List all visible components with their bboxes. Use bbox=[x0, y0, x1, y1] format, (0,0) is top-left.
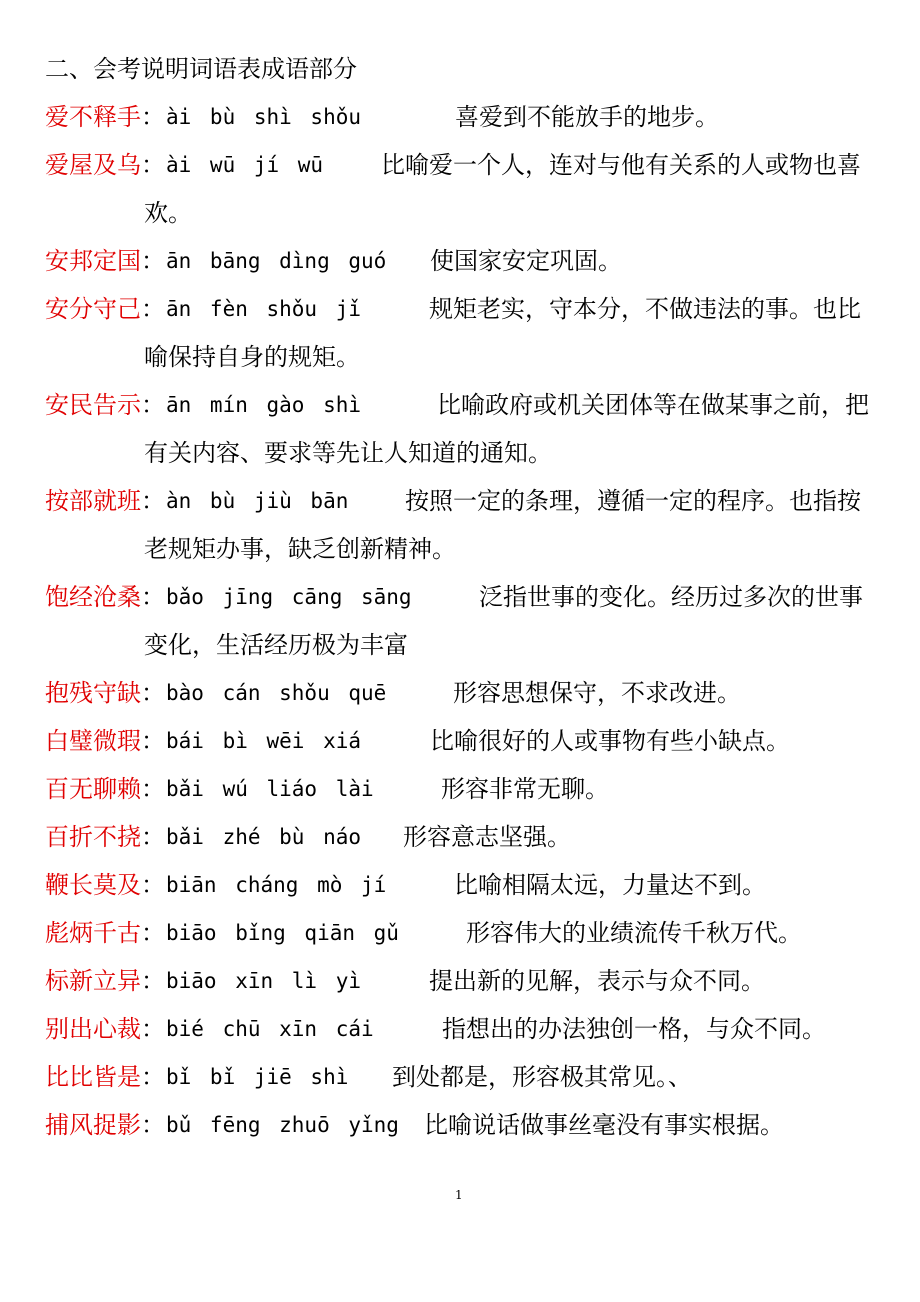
idiom-meaning: 形容非常无聊。 bbox=[441, 775, 609, 803]
idiom-entry bbox=[45, 724, 885, 758]
idiom-term: 捕风捉影 bbox=[45, 1111, 141, 1139]
idiom-entry bbox=[45, 1012, 885, 1046]
idiom-term: 爱不释手 bbox=[45, 103, 141, 131]
idiom-entry bbox=[45, 484, 885, 566]
colon: ： bbox=[141, 823, 165, 851]
idiom-meaning: 比喻说话做事丝毫没有事实根据。 bbox=[424, 1111, 784, 1139]
idiom-entry bbox=[45, 100, 885, 134]
idiom-pinyin: bǎi wú liáo lài bbox=[166, 777, 374, 801]
idiom-term: 抱残守缺 bbox=[45, 679, 141, 707]
colon: ： bbox=[141, 103, 165, 131]
idiom-term: 白璧微瑕 bbox=[45, 727, 141, 755]
idiom-entry bbox=[45, 964, 885, 998]
idiom-entry bbox=[45, 772, 885, 806]
idiom-entry bbox=[45, 388, 885, 470]
idiom-meaning: 到处都是，形容极其常见。、 bbox=[392, 1063, 692, 1091]
idiom-pinyin: biān cháng mò jí bbox=[166, 873, 387, 897]
idiom-pinyin: ān bāng dìng guó bbox=[166, 249, 387, 273]
idiom-entry bbox=[45, 676, 885, 710]
page-number: 1 bbox=[455, 1188, 463, 1202]
idiom-term: 别出心裁 bbox=[45, 1015, 141, 1043]
idiom-meaning: 形容思想保守，不求改进。 bbox=[453, 679, 741, 707]
idiom-pinyin: bǐ bǐ jiē shì bbox=[166, 1065, 349, 1089]
idiom-entry bbox=[45, 244, 885, 278]
idiom-pinyin: biāo bǐng qiān gǔ bbox=[166, 921, 399, 945]
idiom-meaning: 比喻爱一个人，连对与他有关系的人或物也喜 bbox=[381, 151, 861, 179]
idiom-meaning: 指想出的办法独创一格，与众不同。 bbox=[442, 1015, 826, 1043]
idiom-entry bbox=[45, 1108, 885, 1142]
idiom-pinyin: ān fèn shǒu jǐ bbox=[166, 297, 362, 321]
idiom-term: 标新立异 bbox=[45, 967, 141, 995]
idiom-meaning-continued: 有关内容、要求等先让人知道的通知。 bbox=[144, 439, 552, 467]
idiom-term: 安邦定国 bbox=[45, 247, 141, 275]
idiom-meaning-continued: 喻保持自身的规矩。 bbox=[144, 343, 360, 371]
idiom-entry bbox=[45, 916, 885, 950]
idiom-pinyin: àn bù jiù bān bbox=[166, 489, 349, 513]
idiom-pinyin: ài wū jí wū bbox=[166, 153, 324, 177]
idiom-pinyin: ài bù shì shǒu bbox=[166, 105, 362, 129]
idiom-meaning: 形容伟大的业绩流传千秋万代。 bbox=[466, 919, 802, 947]
idiom-term: 百折不挠 bbox=[45, 823, 141, 851]
idiom-entry bbox=[45, 1060, 885, 1094]
idiom-meaning: 形容意志坚强。 bbox=[403, 823, 571, 851]
idiom-meaning: 规矩老实，守本分，不做违法的事。也比 bbox=[429, 295, 861, 323]
idiom-pinyin: ān mín gào shì bbox=[166, 393, 362, 417]
idiom-meaning-continued: 欢。 bbox=[144, 199, 192, 227]
colon: ： bbox=[141, 727, 165, 755]
section-heading: 二、会考说明词语表成语部分 bbox=[45, 55, 357, 83]
idiom-meaning: 比喻很好的人或事物有些小缺点。 bbox=[430, 727, 790, 755]
colon: ： bbox=[141, 295, 165, 323]
idiom-term: 比比皆是 bbox=[45, 1063, 141, 1091]
colon: ： bbox=[141, 1063, 165, 1091]
idiom-pinyin: bào cán shǒu quē bbox=[166, 681, 387, 705]
colon: ： bbox=[141, 247, 165, 275]
idiom-meaning: 喜爱到不能放手的地步。 bbox=[455, 103, 719, 131]
idiom-meaning: 使国家安定巩固。 bbox=[430, 247, 622, 275]
idiom-meaning: 比喻政府或机关团体等在做某事之前，把 bbox=[437, 391, 869, 419]
idiom-term: 安民告示 bbox=[45, 391, 141, 419]
idiom-meaning: 提出新的见解，表示与众不同。 bbox=[429, 967, 765, 995]
idiom-entry bbox=[45, 580, 885, 662]
idiom-entry bbox=[45, 148, 885, 230]
idiom-term: 按部就班 bbox=[45, 487, 141, 515]
idiom-pinyin: bǎi zhé bù náo bbox=[166, 825, 362, 849]
idiom-term: 安分守己 bbox=[45, 295, 141, 323]
idiom-term: 鞭长莫及 bbox=[45, 871, 141, 899]
colon: ： bbox=[141, 487, 165, 515]
colon: ： bbox=[141, 679, 165, 707]
idiom-meaning: 比喻相隔太远，力量达不到。 bbox=[454, 871, 766, 899]
colon: ： bbox=[141, 151, 165, 179]
colon: ： bbox=[141, 1111, 165, 1139]
idiom-meaning: 泛指世事的变化。经历过多次的世事 bbox=[479, 583, 863, 611]
colon: ： bbox=[141, 391, 165, 419]
idiom-pinyin: biāo xīn lì yì bbox=[166, 969, 362, 993]
colon: ： bbox=[141, 775, 165, 803]
colon: ： bbox=[141, 1015, 165, 1043]
idiom-pinyin: bǎo jīng cāng sāng bbox=[166, 585, 412, 609]
colon: ： bbox=[141, 583, 165, 611]
colon: ： bbox=[141, 967, 165, 995]
colon: ： bbox=[141, 871, 165, 899]
colon: ： bbox=[141, 919, 165, 947]
idiom-term: 彪炳千古 bbox=[45, 919, 141, 947]
idiom-entry bbox=[45, 292, 885, 374]
idiom-pinyin: bié chū xīn cái bbox=[166, 1017, 374, 1041]
idiom-pinyin: bǔ fēng zhuō yǐng bbox=[166, 1113, 399, 1137]
idiom-meaning-continued: 老规矩办事，缺乏创新精神。 bbox=[144, 535, 456, 563]
idiom-entry bbox=[45, 820, 885, 854]
idiom-meaning-continued: 变化，生活经历极为丰富 bbox=[144, 631, 408, 659]
idiom-term: 爱屋及乌 bbox=[45, 151, 141, 179]
idiom-pinyin: bái bì wēi xiá bbox=[166, 729, 362, 753]
idiom-entry bbox=[45, 868, 885, 902]
idiom-term: 饱经沧桑 bbox=[45, 583, 141, 611]
idiom-term: 百无聊赖 bbox=[45, 775, 141, 803]
idiom-meaning: 按照一定的条理，遵循一定的程序。也指按 bbox=[405, 487, 861, 515]
